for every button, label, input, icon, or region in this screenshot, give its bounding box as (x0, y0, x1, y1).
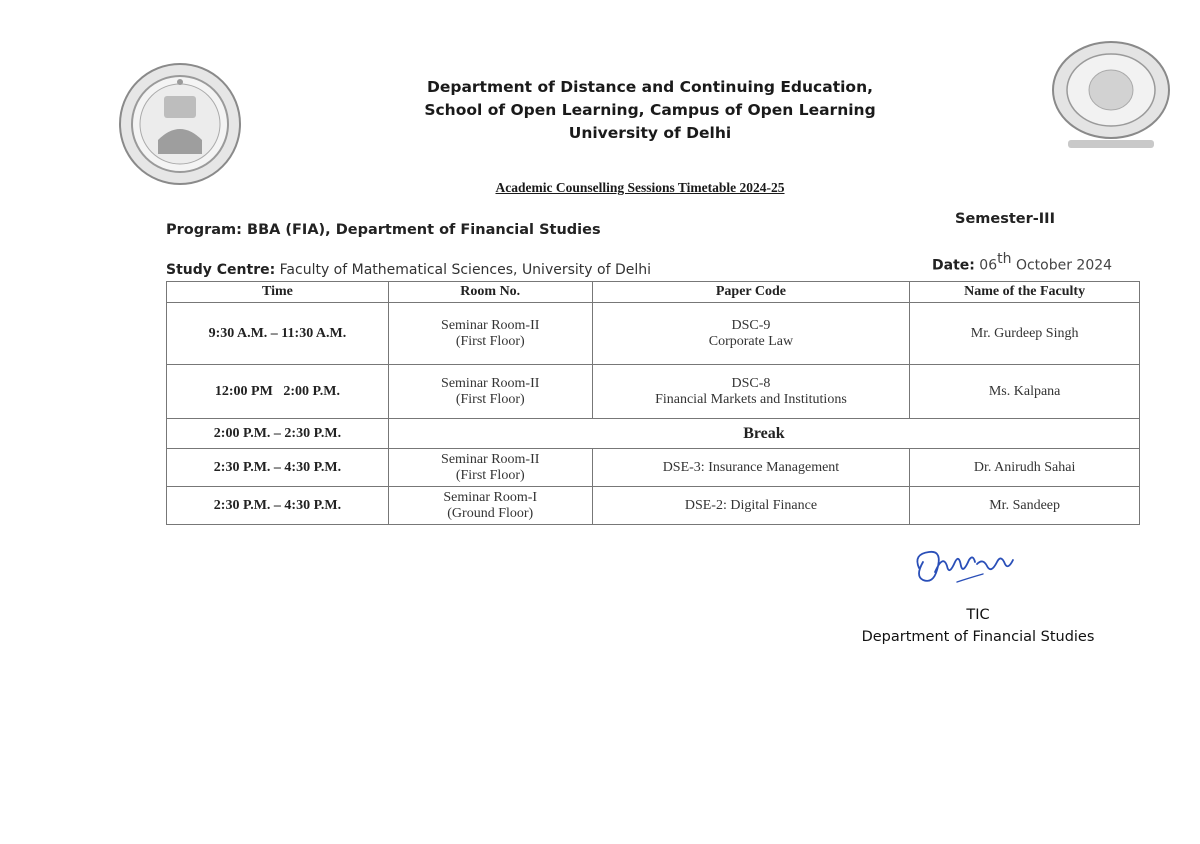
signatory-title: TIC (966, 607, 990, 623)
signatory-department: Department of Financial Studies (861, 629, 1095, 645)
room-cell (388, 487, 592, 525)
paper-code: DSE-3: Insurance Management (662, 459, 840, 475)
break-time-cell: 2:00 P.M. – 2:30 P.M. (167, 419, 389, 449)
room-floor: (First Floor) (455, 333, 525, 349)
department-seal-right (1048, 40, 1174, 152)
time-cell: 2:30 P.M. – 4:30 P.M. (167, 487, 389, 525)
time-cell: 9:30 A.M. – 11:30 A.M. (167, 303, 389, 365)
column-header-room: Room No. (388, 282, 592, 303)
date-line (932, 251, 1112, 274)
timetable-title: Academic Counselling Sessions Timetable 2024-25 (495, 180, 785, 195)
time-cell: 2:30 P.M. – 4:30 P.M. (167, 449, 389, 487)
table-row (167, 365, 1140, 419)
signatory-block (850, 604, 1106, 648)
paper-code: DSE-2: Digital Finance (684, 497, 818, 513)
header-line-3: University of Delhi (568, 124, 732, 142)
room-name: Seminar Room-II (441, 317, 540, 333)
table-row (167, 303, 1140, 365)
faculty-cell: Mr. Sandeep (910, 487, 1140, 525)
room-floor: (Ground Floor) (447, 505, 534, 521)
time-cell: 12:00 PM 2:00 P.M. (167, 365, 389, 419)
header-line-2: School of Open Learning, Campus of Open Learning (424, 101, 876, 119)
room-cell (388, 365, 592, 419)
study-centre-line (166, 262, 651, 279)
paper-code: DSC-9 (731, 317, 771, 333)
paper-code: DSC-8 (731, 375, 771, 391)
paper-title: Corporate Law (708, 333, 794, 349)
study-centre-value: Faculty of Mathematical Sciences, University of Delhi (275, 262, 652, 278)
timetable (166, 281, 1140, 525)
room-floor: (First Floor) (455, 391, 525, 407)
faculty-cell: Dr. Anirudh Sahai (910, 449, 1140, 487)
date-label: Date: (932, 257, 975, 274)
study-centre-label: Study Centre: (166, 262, 276, 278)
break-row (167, 419, 1140, 449)
handwritten-signature (905, 538, 1020, 598)
paper-cell (592, 365, 910, 419)
program-value: BBA (FIA), Department of Financial Studies (247, 222, 601, 238)
room-cell (388, 303, 592, 365)
program-label: Program: (166, 222, 248, 238)
date-suffix: th (997, 251, 1012, 267)
paper-title: Financial Markets and Institutions (655, 391, 847, 407)
column-header-faculty: Name of the Faculty (910, 282, 1140, 303)
room-name: Seminar Room-I (443, 489, 538, 505)
institution-header (360, 76, 940, 145)
table-header-row (167, 282, 1140, 303)
break-label: Break (388, 419, 1139, 449)
room-cell (388, 449, 592, 487)
date-rest: October 2024 (1011, 257, 1113, 274)
paper-cell (592, 487, 910, 525)
table-row (167, 449, 1140, 487)
faculty-cell: Mr. Gurdeep Singh (910, 303, 1140, 365)
faculty-cell: Ms. Kalpana (910, 365, 1140, 419)
room-floor: (First Floor) (455, 467, 525, 483)
semester-label: Semester-III (955, 211, 1055, 227)
paper-cell (592, 303, 910, 365)
date-day: 06 (974, 257, 998, 274)
room-name: Seminar Room-II (441, 451, 540, 467)
university-seal-left (118, 62, 242, 186)
header-line-1: Department of Distance and Continuing Education, (426, 78, 874, 96)
room-name: Seminar Room-II (441, 375, 540, 391)
paper-cell (592, 449, 910, 487)
column-header-paper: Paper Code (592, 282, 910, 303)
program-line (166, 222, 601, 238)
column-header-time: Time (167, 282, 389, 303)
table-row (167, 487, 1140, 525)
